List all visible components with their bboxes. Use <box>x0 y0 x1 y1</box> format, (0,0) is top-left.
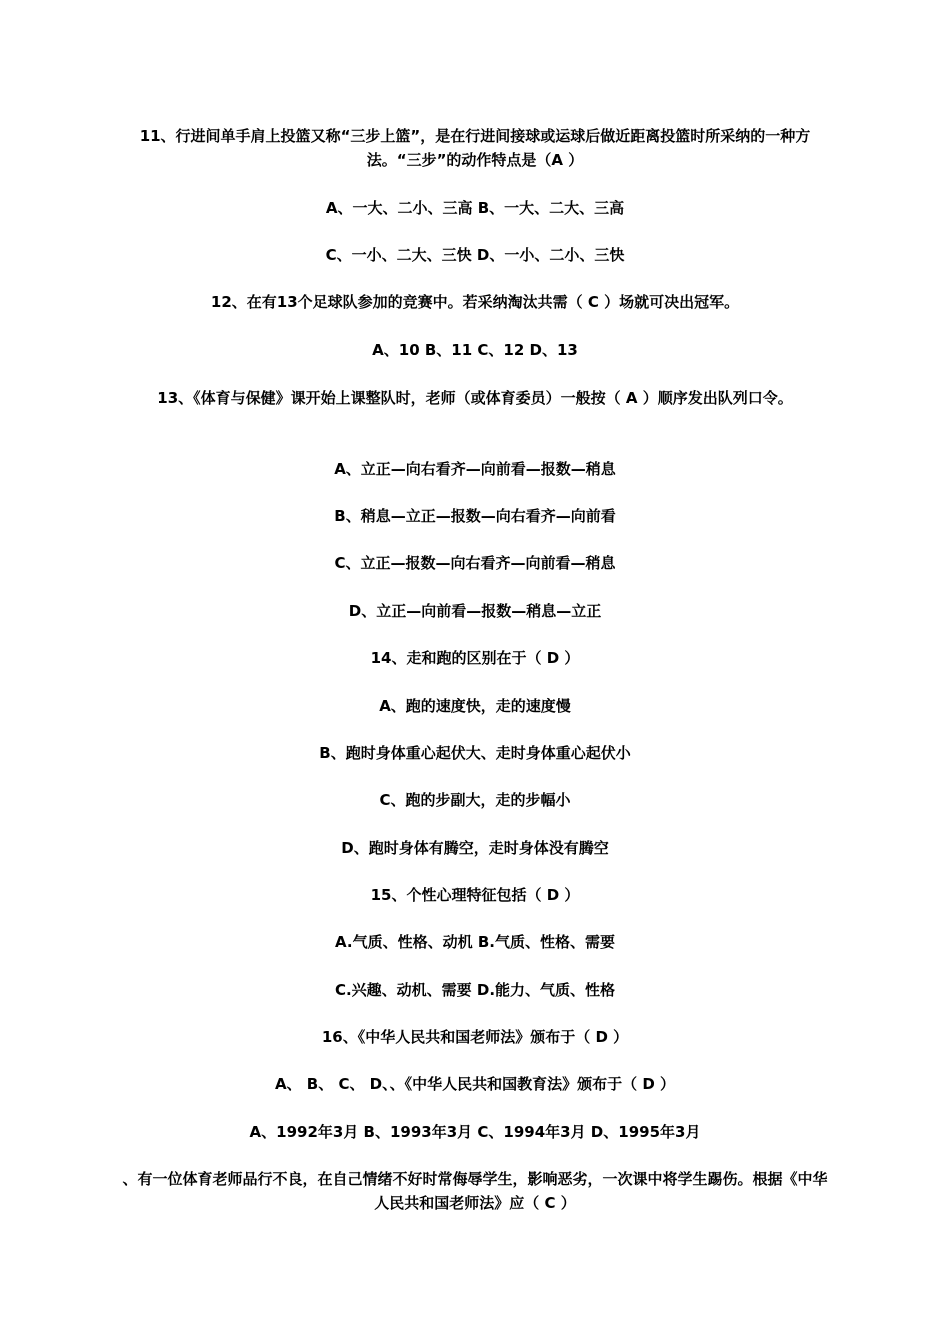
q14-option-d: D、跑时身体有腾空，走时身体没有腾空 <box>341 839 609 857</box>
q11-options-cd: C、一小、二大、三快 D、一小、二小、三快 <box>325 246 625 264</box>
question-13: 13、《体育与保健》课开始上课整队时，老师（或体育委员）一般按（ A ）顺序发出队列口令。 <box>157 389 793 407</box>
q14-option-a: A、跑的速度快，走的速度慢 <box>379 697 571 715</box>
q14-option-b: B、跑时身体重心起伏大、走时身体重心起伏小 <box>319 744 631 762</box>
q15-options-ab: A.气质、性格、动机 B.气质、性格、需要 <box>335 933 615 951</box>
question-11: 11、行进间单手肩上投篮又称“三步上篮”，是在行进间接球或运球后做近距离投篮时所采纳的一种方法。“三步”的动作特点是（A ） <box>139 127 811 169</box>
q13-option-a: A、立正—向右看齐—向前看—报数—稍息 <box>334 460 616 478</box>
q12-options: A、10 B、11 C、12 D、13 <box>372 341 578 359</box>
q14-option-c: C、跑的步副大，走的步幅小 <box>379 791 571 809</box>
question-16: 16、《中华人民共和国老师法》颁布于（ D ） <box>321 1028 629 1046</box>
q15-options-cd: C.兴趣、动机、需要 D.能力、气质、性格 <box>334 981 616 999</box>
question-14: 14、走和跑的区别在于（ D ） <box>370 649 580 667</box>
q16-options-and-question: A、 B、 C、 D、、《中华人民共和国教育法》颁布于（ D ） <box>274 1075 676 1093</box>
q13-option-b: B、稍息—立正—报数—向右看齐—向前看 <box>334 507 616 525</box>
q11-options-ab: A、一大、二小、三高 B、一大、二大、三高 <box>325 199 625 217</box>
q17-options: A、1992年3月 B、1993年3月 C、1994年3月 D、1995年3月 <box>249 1123 701 1141</box>
q13-option-c: C、立正—报数—向右看齐—向前看—稍息 <box>334 554 616 572</box>
question-18: 、有一位体育老师品行不良，在自己情绪不好时常侮辱学生，影响恶劣，一次课中将学生踢伤。根据《中华人民共和国老师法》应（ C ） <box>122 1170 828 1212</box>
q13-option-d: D、立正—向前看—报数—稍息—立正 <box>348 602 602 620</box>
question-15: 15、个性心理特征包括（ D ） <box>370 886 580 904</box>
question-12: 12、在有13个足球队参加的竞赛中。若采纳淘汰共需（ C ）场就可决出冠军。 <box>210 293 740 311</box>
